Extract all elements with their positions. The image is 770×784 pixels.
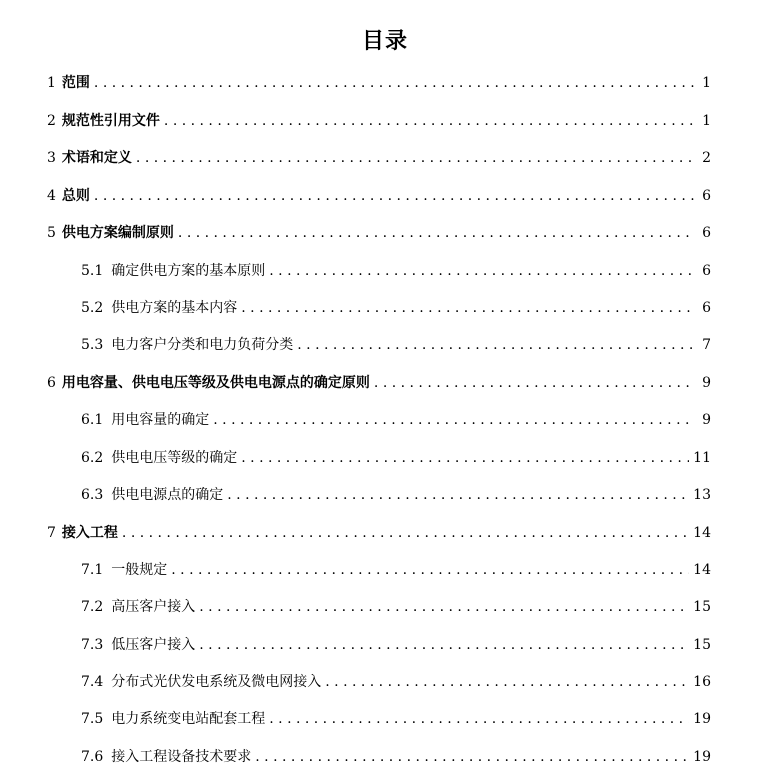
toc-label: 供电电源点的确定 — [111, 487, 224, 503]
toc-entry-5-3[interactable] — [81, 333, 711, 357]
dot-leader — [297, 333, 695, 357]
toc-label: 低压客户接入 — [111, 637, 196, 653]
toc-number: 6.3 — [81, 487, 104, 503]
toc-page-number: 1 — [702, 75, 711, 91]
dot-leader — [374, 371, 695, 395]
toc-entry-1[interactable] — [47, 71, 711, 95]
toc-label: 一般规定 — [111, 562, 168, 578]
toc-number: 5.2 — [81, 300, 104, 316]
toc-label: 接入工程设备技术要求 — [111, 749, 252, 765]
toc-entry-7-1[interactable] — [81, 558, 711, 582]
toc-page-number: 19 — [693, 749, 711, 765]
toc-label: 术语和定义 — [61, 150, 132, 166]
toc-number: 6 — [47, 375, 56, 391]
toc-number: 6.1 — [81, 412, 104, 428]
page-title: 目录 — [361, 29, 408, 54]
toc-entry-7-4[interactable] — [81, 670, 711, 694]
toc-number: 7.1 — [81, 562, 104, 578]
dot-leader — [213, 408, 695, 432]
toc-page-number: 6 — [702, 263, 711, 279]
toc-number: 4 — [47, 188, 56, 204]
toc-page-number: 15 — [693, 637, 711, 653]
toc-number: 5 — [47, 225, 56, 241]
toc-entry-6[interactable] — [47, 371, 711, 395]
toc-page-number: 14 — [693, 525, 711, 541]
toc-page-number: 13 — [693, 487, 711, 503]
dot-leader — [241, 446, 689, 470]
toc-number: 7.2 — [81, 599, 104, 615]
toc-page-number: 9 — [702, 412, 711, 428]
toc-label: 供电方案的基本内容 — [111, 300, 238, 316]
toc-number: 2 — [47, 113, 56, 129]
toc-label: 分布式光伏发电系统及微电网接入 — [111, 674, 322, 690]
toc-label: 高压客户接入 — [111, 599, 196, 615]
toc-entry-5-1[interactable] — [81, 259, 711, 283]
toc-number: 7.5 — [81, 711, 104, 727]
toc-page-number: 6 — [702, 225, 711, 241]
dot-leader — [227, 483, 689, 507]
toc-page-number: 2 — [702, 150, 711, 166]
toc-number: 7 — [47, 525, 56, 541]
toc-page-number: 6 — [702, 300, 711, 316]
toc-entry-7-2[interactable] — [81, 595, 711, 619]
dot-leader — [164, 109, 695, 133]
toc-entry-3[interactable] — [47, 146, 711, 170]
toc-label: 确定供电方案的基本原则 — [111, 263, 266, 279]
dot-leader — [122, 521, 689, 545]
dot-leader — [325, 670, 689, 694]
toc-number: 3 — [47, 150, 56, 166]
toc-label: 电力客户分类和电力负荷分类 — [111, 337, 294, 353]
dot-leader — [199, 595, 689, 619]
toc-entry-7[interactable] — [47, 521, 711, 545]
dot-leader — [171, 558, 689, 582]
toc-entry-5[interactable] — [47, 221, 711, 245]
toc-label: 用电容量、供电电压等级及供电电源点的确定原则 — [61, 375, 370, 391]
toc-entry-6-2[interactable] — [81, 446, 711, 470]
toc-page-number: 16 — [693, 674, 711, 690]
toc-page-number: 7 — [702, 337, 711, 353]
toc-label: 供电电压等级的确定 — [111, 450, 238, 466]
toc-page-number: 9 — [702, 375, 711, 391]
toc-number: 6.2 — [81, 450, 104, 466]
dot-leader — [269, 707, 689, 731]
dot-leader — [241, 296, 695, 320]
toc-label: 规范性引用文件 — [61, 113, 160, 129]
toc-number: 7.3 — [81, 637, 104, 653]
toc-page-number: 6 — [702, 188, 711, 204]
toc-entry-6-3[interactable] — [81, 483, 711, 507]
toc-number: 7.6 — [81, 749, 104, 765]
toc-entry-5-2[interactable] — [81, 296, 711, 320]
dot-leader — [255, 745, 689, 769]
toc-number: 5.3 — [81, 337, 104, 353]
dot-leader — [136, 146, 695, 170]
toc-number: 5.1 — [81, 263, 104, 279]
toc-label: 接入工程 — [61, 525, 118, 541]
toc-entry-4[interactable] — [47, 184, 711, 208]
toc-label: 范围 — [61, 75, 90, 91]
toc-number: 1 — [47, 75, 56, 91]
toc-entry-2[interactable] — [47, 109, 711, 133]
dot-leader — [269, 259, 695, 283]
toc-page-number: 14 — [693, 562, 711, 578]
toc-page-number: 15 — [693, 599, 711, 615]
toc-page-number: 11 — [693, 450, 711, 466]
toc-number: 7.4 — [81, 674, 104, 690]
toc-entry-6-1[interactable] — [81, 408, 711, 432]
dot-leader — [94, 184, 695, 208]
toc-page-number: 19 — [693, 711, 711, 727]
dot-leader — [178, 221, 695, 245]
toc-label: 用电容量的确定 — [111, 412, 210, 428]
toc-label: 供电方案编制原则 — [61, 225, 174, 241]
toc-label: 总则 — [61, 188, 90, 204]
toc-entry-7-5[interactable] — [81, 707, 711, 731]
toc-entry-7-6[interactable] — [81, 745, 711, 769]
toc-label: 电力系统变电站配套工程 — [111, 711, 266, 727]
dot-leader — [199, 633, 689, 657]
dot-leader — [94, 71, 695, 95]
toc-entry-7-3[interactable] — [81, 633, 711, 657]
toc-page-number: 1 — [702, 113, 711, 129]
